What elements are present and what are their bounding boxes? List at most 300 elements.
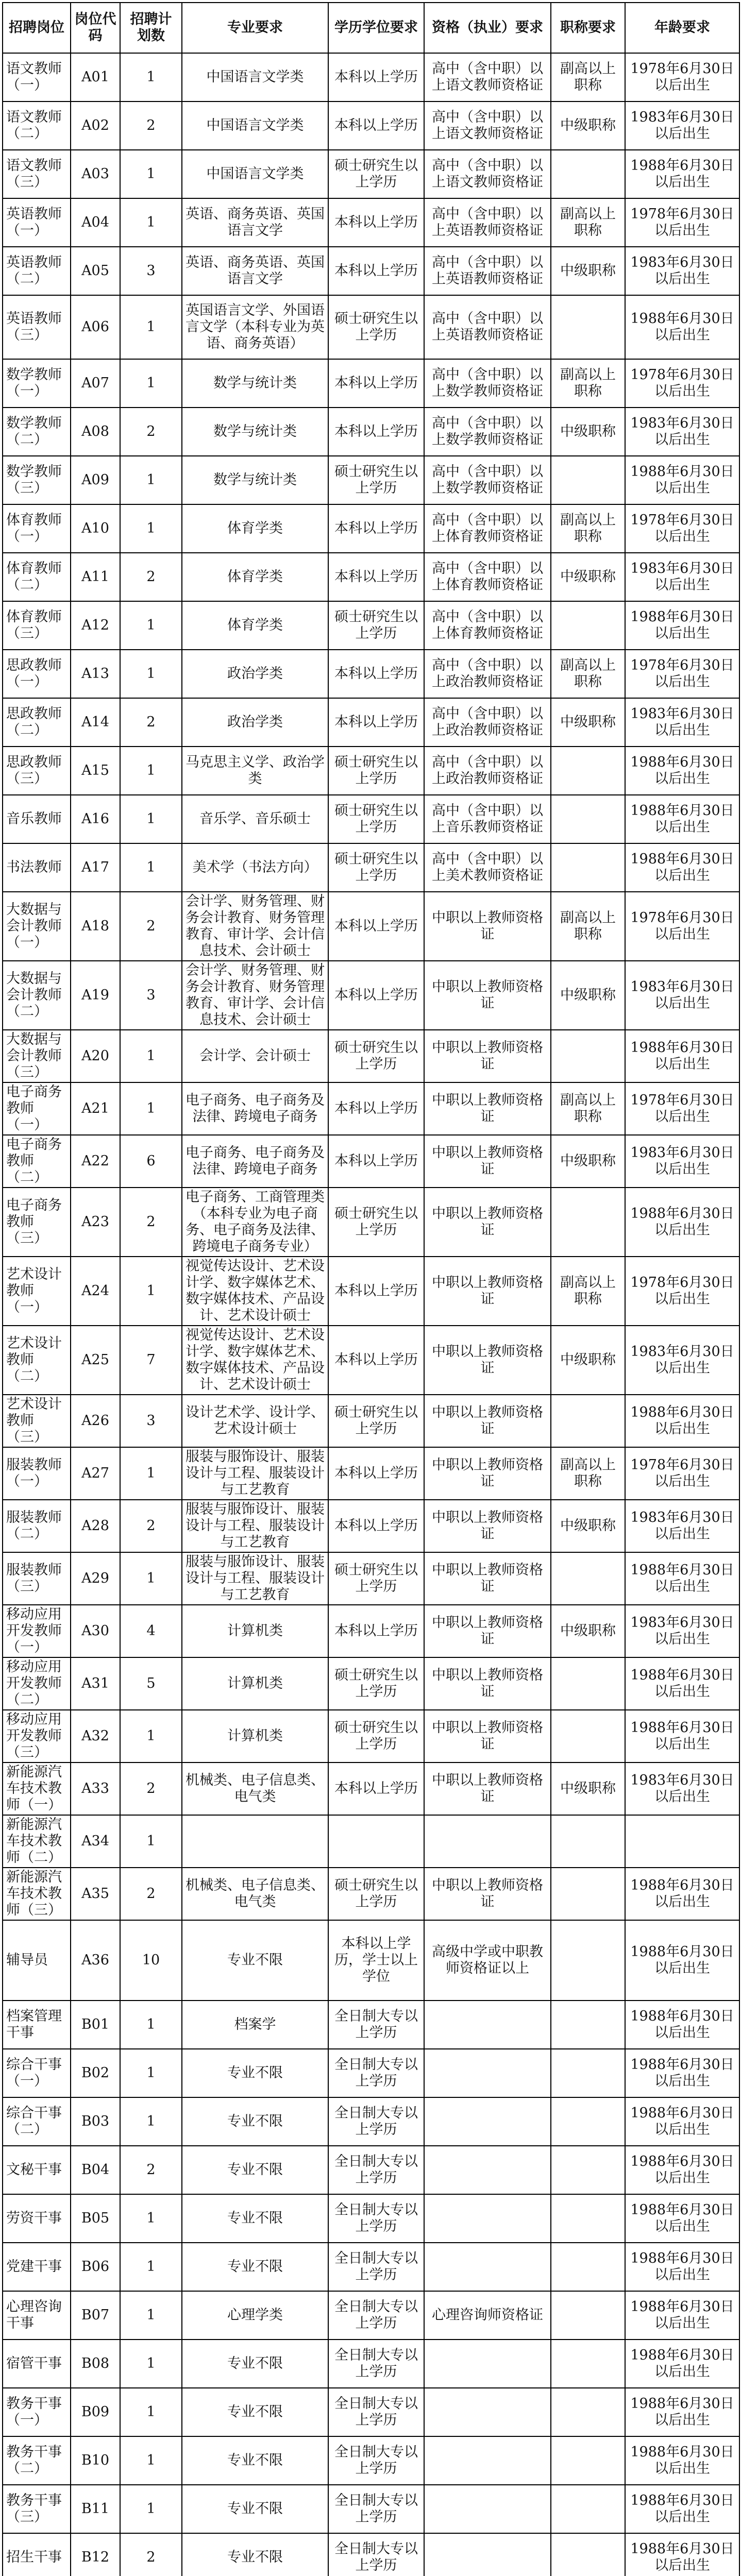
cell-num: 1: [120, 2340, 182, 2388]
cell-title: [551, 1657, 625, 1710]
header-qualification: 资格（执业）要求: [424, 3, 551, 53]
cell-title: [551, 2243, 625, 2291]
cell-age: 1988年6月30日以后出生: [625, 2533, 739, 2576]
cell-num: 1: [120, 1710, 182, 1762]
cell-post: 艺术设计教师（三）: [3, 1395, 71, 1447]
cell-major: 音乐学、音乐硕士: [182, 795, 328, 843]
cell-qual: 中职以上教师资格证: [424, 1135, 551, 1188]
cell-major: 美术学（书法方向）: [182, 843, 328, 892]
cell-age: 1978年6月30日以后出生: [625, 53, 739, 101]
cell-qual: [424, 2436, 551, 2485]
cell-code: A15: [71, 747, 120, 795]
table-row: [3, 1500, 739, 1552]
cell-code: A27: [71, 1447, 120, 1500]
cell-qual: 中职以上教师资格证: [424, 1257, 551, 1326]
cell-title: [551, 295, 625, 359]
cell-title: 中级职称: [551, 698, 625, 747]
table-header-row: [3, 3, 739, 53]
cell-title: 中级职称: [551, 1762, 625, 1815]
cell-num: 1: [120, 2049, 182, 2097]
cell-title: 中级职称: [551, 1326, 625, 1395]
cell-code: A13: [71, 650, 120, 698]
cell-major: 政治学类: [182, 650, 328, 698]
cell-title: [551, 2388, 625, 2436]
cell-major: 数学与统计类: [182, 408, 328, 456]
header-post: 招聘岗位: [3, 3, 71, 53]
cell-title: 副高以上职称: [551, 198, 625, 247]
cell-age: 1978年6月30日以后出生: [625, 1257, 739, 1326]
cell-age: 1988年6月30日以后出生: [625, 601, 739, 650]
cell-edu: 本科以上学历: [328, 408, 424, 456]
cell-major: 中国语言文学类: [182, 53, 328, 101]
cell-post: 综合干事（一）: [3, 2049, 71, 2097]
cell-age: 1988年6月30日以后出生: [625, 295, 739, 359]
table-row: [3, 961, 739, 1030]
cell-title: [551, 1710, 625, 1762]
cell-num: 5: [120, 1657, 182, 1710]
cell-num: 2: [120, 101, 182, 150]
header-plan-count: 招聘计划数: [120, 3, 182, 53]
cell-qual: 中职以上教师资格证: [424, 1326, 551, 1395]
cell-qual: 中职以上教师资格证: [424, 1552, 551, 1605]
cell-major: 专业不限: [182, 2485, 328, 2533]
cell-edu: 全日制大专以上学历: [328, 2194, 424, 2243]
cell-post: 电子商务教师（二）: [3, 1135, 71, 1188]
cell-edu: 本科以上学历，学士以上学位: [328, 1920, 424, 2001]
cell-title: 副高以上职称: [551, 892, 625, 961]
cell-post: 数学教师（三）: [3, 456, 71, 504]
cell-num: 2: [120, 1500, 182, 1552]
cell-edu: 硕士研究生以上学历: [328, 150, 424, 198]
cell-num: 7: [120, 1326, 182, 1395]
cell-code: A34: [71, 1815, 120, 1868]
cell-edu: 全日制大专以上学历: [328, 2533, 424, 2576]
cell-post: 思政教师（三）: [3, 747, 71, 795]
cell-title: 副高以上职称: [551, 53, 625, 101]
cell-major: 专业不限: [182, 2146, 328, 2194]
cell-major: 专业不限: [182, 2340, 328, 2388]
cell-major: 档案学: [182, 2001, 328, 2049]
cell-qual: [424, 2194, 551, 2243]
cell-post: 数学教师（一）: [3, 359, 71, 408]
cell-post: 体育教师（二）: [3, 553, 71, 601]
cell-num: 1: [120, 456, 182, 504]
cell-post: 移动应用开发教师（三）: [3, 1710, 71, 1762]
cell-post: 党建干事: [3, 2243, 71, 2291]
cell-post: 新能源汽车技术教师（三）: [3, 1868, 71, 1920]
cell-qual: 中职以上教师资格证: [424, 1657, 551, 1710]
cell-post: 艺术设计教师（一）: [3, 1257, 71, 1326]
cell-edu: 本科以上学历: [328, 359, 424, 408]
table-row: [3, 843, 739, 892]
cell-major: 英国语言文学、外国语言文学（本科专业为英语、商务英语）: [182, 295, 328, 359]
cell-edu: 全日制大专以上学历: [328, 2436, 424, 2485]
cell-code: B08: [71, 2340, 120, 2388]
cell-edu: 本科以上学历: [328, 892, 424, 961]
cell-edu: 硕士研究生以上学历: [328, 1030, 424, 1082]
cell-code: A32: [71, 1710, 120, 1762]
cell-num: 2: [120, 408, 182, 456]
cell-title: [551, 1030, 625, 1082]
cell-major: 机械类、电子信息类、电气类: [182, 1762, 328, 1815]
cell-title: [551, 1815, 625, 1868]
cell-post: 语文教师（一）: [3, 53, 71, 101]
cell-age: 1978年6月30日以后出生: [625, 359, 739, 408]
cell-qual: 高中（含中职）以上英语教师资格证: [424, 198, 551, 247]
cell-post: 电子商务教师（三）: [3, 1188, 71, 1257]
cell-code: A10: [71, 504, 120, 553]
cell-major: 数学与统计类: [182, 359, 328, 408]
cell-code: A09: [71, 456, 120, 504]
cell-edu: 本科以上学历: [328, 1326, 424, 1395]
table-row: [3, 295, 739, 359]
cell-num: 4: [120, 1605, 182, 1657]
cell-age: 1988年6月30日以后出生: [625, 795, 739, 843]
cell-major: 中国语言文学类: [182, 101, 328, 150]
cell-edu: 硕士研究生以上学历: [328, 1552, 424, 1605]
cell-major: 马克思主义学、政治学类: [182, 747, 328, 795]
cell-code: A11: [71, 553, 120, 601]
cell-major: 服装与服饰设计、服装设计与工程、服装设计与工艺教育: [182, 1500, 328, 1552]
header-title: 职称要求: [551, 3, 625, 53]
header-code: 岗位代码: [71, 3, 120, 53]
table-row: [3, 247, 739, 295]
cell-num: 2: [120, 2146, 182, 2194]
cell-post: 思政教师（一）: [3, 650, 71, 698]
cell-qual: 高中（含中职）以上音乐教师资格证: [424, 795, 551, 843]
cell-edu: 本科以上学历: [328, 504, 424, 553]
cell-edu: 硕士研究生以上学历: [328, 1395, 424, 1447]
cell-post: 教务干事（二）: [3, 2436, 71, 2485]
cell-title: [551, 2533, 625, 2576]
cell-title: [551, 2001, 625, 2049]
cell-major: 专业不限: [182, 1920, 328, 2001]
table-row: [3, 150, 739, 198]
cell-post: 书法教师: [3, 843, 71, 892]
cell-code: A21: [71, 1082, 120, 1135]
cell-num: 1: [120, 295, 182, 359]
table-row: [3, 504, 739, 553]
cell-edu: 本科以上学历: [328, 961, 424, 1030]
cell-post: 英语教师（二）: [3, 247, 71, 295]
cell-age: 1983年6月30日以后出生: [625, 1605, 739, 1657]
cell-post: 数学教师（二）: [3, 408, 71, 456]
cell-code: A19: [71, 961, 120, 1030]
cell-code: A04: [71, 198, 120, 247]
cell-title: [551, 1395, 625, 1447]
cell-num: 1: [120, 1082, 182, 1135]
cell-post: 移动应用开发教师（一）: [3, 1605, 71, 1657]
cell-num: 1: [120, 2291, 182, 2340]
cell-title: [551, 843, 625, 892]
cell-post: 档案管理干事: [3, 2001, 71, 2049]
table-row: [3, 2243, 739, 2291]
cell-age: 1988年6月30日以后出生: [625, 2340, 739, 2388]
cell-title: 中级职称: [551, 101, 625, 150]
cell-edu: 硕士研究生以上学历: [328, 747, 424, 795]
cell-qual: 高中（含中职）以上体育教师资格证: [424, 504, 551, 553]
cell-age: 1988年6月30日以后出生: [625, 1030, 739, 1082]
cell-edu: 硕士研究生以上学历: [328, 1710, 424, 1762]
cell-qual: 高中（含中职）以上美术教师资格证: [424, 843, 551, 892]
cell-title: 副高以上职称: [551, 1082, 625, 1135]
table-row: [3, 2291, 739, 2340]
cell-edu: 全日制大专以上学历: [328, 2146, 424, 2194]
cell-code: A03: [71, 150, 120, 198]
table-row: [3, 2146, 739, 2194]
table-row: [3, 2533, 739, 2576]
table-row: [3, 1257, 739, 1326]
cell-qual: [424, 2533, 551, 2576]
cell-post: 宿管干事: [3, 2340, 71, 2388]
cell-major: 专业不限: [182, 2097, 328, 2146]
cell-num: 2: [120, 553, 182, 601]
cell-post: 移动应用开发教师（二）: [3, 1657, 71, 1710]
table-row: [3, 1082, 739, 1135]
cell-age: 1983年6月30日以后出生: [625, 1326, 739, 1395]
cell-edu: 全日制大专以上学历: [328, 2291, 424, 2340]
cell-age: 1988年6月30日以后出生: [625, 2049, 739, 2097]
cell-code: A31: [71, 1657, 120, 1710]
cell-qual: 高中（含中职）以上语文教师资格证: [424, 101, 551, 150]
cell-title: [551, 150, 625, 198]
table-body: [3, 53, 739, 2576]
cell-age: 1988年6月30日以后出生: [625, 2001, 739, 2049]
cell-title: [551, 747, 625, 795]
cell-major: 计算机类: [182, 1710, 328, 1762]
cell-age: 1988年6月30日以后出生: [625, 1920, 739, 2001]
cell-major: 数学与统计类: [182, 456, 328, 504]
cell-qual: 高中（含中职）以上体育教师资格证: [424, 601, 551, 650]
cell-major: 电子商务、电子商务及法律、跨境电子商务: [182, 1082, 328, 1135]
table-row: [3, 198, 739, 247]
cell-major: 计算机类: [182, 1657, 328, 1710]
table-row: [3, 1395, 739, 1447]
cell-title: [551, 1920, 625, 2001]
cell-qual: 中职以上教师资格证: [424, 1082, 551, 1135]
cell-major: 中国语言文学类: [182, 150, 328, 198]
cell-qual: 高中（含中职）以上政治教师资格证: [424, 698, 551, 747]
cell-major: 政治学类: [182, 698, 328, 747]
cell-code: B01: [71, 2001, 120, 2049]
cell-major: 视觉传达设计、艺术设计学、数字媒体艺术、数字媒体技术、产品设计、艺术设计硕士: [182, 1326, 328, 1395]
cell-title: [551, 2194, 625, 2243]
cell-title: 中级职称: [551, 553, 625, 601]
cell-num: 1: [120, 1815, 182, 1868]
cell-num: 10: [120, 1920, 182, 2001]
table-row: [3, 1188, 739, 1257]
cell-title: [551, 2146, 625, 2194]
cell-num: 1: [120, 198, 182, 247]
cell-qual: [424, 1815, 551, 1868]
cell-title: 中级职称: [551, 408, 625, 456]
cell-major: 专业不限: [182, 2436, 328, 2485]
cell-edu: 本科以上学历: [328, 101, 424, 150]
cell-major: 专业不限: [182, 2533, 328, 2576]
cell-age: 1988年6月30日以后出生: [625, 2436, 739, 2485]
cell-qual: 高中（含中职）以上数学教师资格证: [424, 408, 551, 456]
table-row: [3, 1326, 739, 1395]
cell-num: 1: [120, 2485, 182, 2533]
cell-code: A17: [71, 843, 120, 892]
cell-title: 副高以上职称: [551, 504, 625, 553]
table-row: [3, 2001, 739, 2049]
cell-num: 2: [120, 892, 182, 961]
cell-title: 中级职称: [551, 247, 625, 295]
table-row: [3, 1868, 739, 1920]
table-row: [3, 359, 739, 408]
cell-code: B10: [71, 2436, 120, 2485]
cell-code: A36: [71, 1920, 120, 2001]
cell-title: [551, 1188, 625, 1257]
cell-num: 1: [120, 2194, 182, 2243]
cell-qual: 高中（含中职）以上语文教师资格证: [424, 53, 551, 101]
table-row: [3, 2485, 739, 2533]
cell-major: 英语、商务英语、英国语言文学: [182, 198, 328, 247]
cell-code: B07: [71, 2291, 120, 2340]
table-row: [3, 2388, 739, 2436]
cell-code: A12: [71, 601, 120, 650]
cell-code: A26: [71, 1395, 120, 1447]
cell-age: 1983年6月30日以后出生: [625, 101, 739, 150]
cell-age: 1978年6月30日以后出生: [625, 650, 739, 698]
cell-edu: 本科以上学历: [328, 53, 424, 101]
cell-code: B09: [71, 2388, 120, 2436]
cell-num: 1: [120, 1257, 182, 1326]
cell-post: 语文教师（三）: [3, 150, 71, 198]
cell-code: A22: [71, 1135, 120, 1188]
cell-major: 专业不限: [182, 2049, 328, 2097]
cell-age: 1988年6月30日以后出生: [625, 1657, 739, 1710]
cell-title: 中级职称: [551, 1135, 625, 1188]
cell-qual: [424, 2243, 551, 2291]
cell-major: 专业不限: [182, 2243, 328, 2291]
table-row: [3, 1920, 739, 2001]
cell-qual: 中职以上教师资格证: [424, 1188, 551, 1257]
cell-age: 1988年6月30日以后出生: [625, 747, 739, 795]
cell-post: 心理咨询干事: [3, 2291, 71, 2340]
cell-edu: 全日制大专以上学历: [328, 2485, 424, 2533]
cell-num: 1: [120, 2436, 182, 2485]
cell-edu: 全日制大专以上学历: [328, 2049, 424, 2097]
cell-code: A08: [71, 408, 120, 456]
cell-title: [551, 601, 625, 650]
cell-age: 1978年6月30日以后出生: [625, 504, 739, 553]
header-major: 专业要求: [182, 3, 328, 53]
cell-age: 1988年6月30日以后出生: [625, 2291, 739, 2340]
cell-num: 1: [120, 53, 182, 101]
table-row: [3, 553, 739, 601]
cell-edu: 全日制大专以上学历: [328, 2001, 424, 2049]
cell-age: 1988年6月30日以后出生: [625, 1395, 739, 1447]
cell-post: 教务干事（三）: [3, 2485, 71, 2533]
cell-qual: 中职以上教师资格证: [424, 1500, 551, 1552]
cell-post: 大数据与会计教师（二）: [3, 961, 71, 1030]
cell-age: 1983年6月30日以后出生: [625, 1500, 739, 1552]
cell-age: 1983年6月30日以后出生: [625, 408, 739, 456]
table-row: [3, 650, 739, 698]
cell-edu: 本科以上学历: [328, 1257, 424, 1326]
cell-code: A28: [71, 1500, 120, 1552]
cell-edu: 硕士研究生以上学历: [328, 1868, 424, 1920]
cell-edu: 本科以上学历: [328, 650, 424, 698]
cell-qual: 中职以上教师资格证: [424, 1868, 551, 1920]
cell-post: 艺术设计教师（二）: [3, 1326, 71, 1395]
cell-num: 1: [120, 2243, 182, 2291]
cell-age: 1978年6月30日以后出生: [625, 1082, 739, 1135]
cell-code: A30: [71, 1605, 120, 1657]
cell-edu: 全日制大专以上学历: [328, 2097, 424, 2146]
cell-post: 新能源汽车技术教师（二）: [3, 1815, 71, 1868]
table-row: [3, 1447, 739, 1500]
cell-code: A29: [71, 1552, 120, 1605]
cell-post: 体育教师（三）: [3, 601, 71, 650]
cell-code: B11: [71, 2485, 120, 2533]
cell-code: A24: [71, 1257, 120, 1326]
cell-code: A02: [71, 101, 120, 150]
cell-edu: 本科以上学历: [328, 1082, 424, 1135]
cell-num: 2: [120, 1762, 182, 1815]
cell-qual: [424, 2388, 551, 2436]
table-row: [3, 2194, 739, 2243]
cell-title: 副高以上职称: [551, 1257, 625, 1326]
cell-major: 专业不限: [182, 2388, 328, 2436]
cell-num: 1: [120, 359, 182, 408]
cell-age: 1988年6月30日以后出生: [625, 1710, 739, 1762]
cell-age: 1983年6月30日以后出生: [625, 961, 739, 1030]
cell-post: 语文教师（二）: [3, 101, 71, 150]
cell-num: 1: [120, 843, 182, 892]
cell-qual: 中职以上教师资格证: [424, 961, 551, 1030]
cell-age: 1978年6月30日以后出生: [625, 892, 739, 961]
cell-title: [551, 2291, 625, 2340]
cell-post: 服装教师（一）: [3, 1447, 71, 1500]
cell-num: 1: [120, 504, 182, 553]
table-row: [3, 2097, 739, 2146]
cell-major: 计算机类: [182, 1605, 328, 1657]
cell-post: 英语教师（一）: [3, 198, 71, 247]
cell-code: A25: [71, 1326, 120, 1395]
cell-title: 中级职称: [551, 1605, 625, 1657]
cell-num: 1: [120, 747, 182, 795]
cell-age: [625, 1815, 739, 1868]
cell-post: 音乐教师: [3, 795, 71, 843]
cell-qual: 中职以上教师资格证: [424, 1395, 551, 1447]
cell-edu: 本科以上学历: [328, 1605, 424, 1657]
cell-qual: [424, 2340, 551, 2388]
cell-code: A20: [71, 1030, 120, 1082]
cell-major: 电子商务、电子商务及法律、跨境电子商务: [182, 1135, 328, 1188]
table-row: [3, 1135, 739, 1188]
cell-title: [551, 2340, 625, 2388]
cell-age: 1988年6月30日以后出生: [625, 2146, 739, 2194]
cell-post: 大数据与会计教师（一）: [3, 892, 71, 961]
cell-edu: 全日制大专以上学历: [328, 2340, 424, 2388]
table-row: [3, 2436, 739, 2485]
cell-major: 电子商务、工商管理类（本科专业为电子商务、电子商务及法律、跨境电子商务专业）: [182, 1188, 328, 1257]
cell-post: 招生干事: [3, 2533, 71, 2576]
cell-edu: 硕士研究生以上学历: [328, 1188, 424, 1257]
cell-qual: 高中（含中职）以上语文教师资格证: [424, 150, 551, 198]
cell-edu: 硕士研究生以上学历: [328, 795, 424, 843]
cell-num: 2: [120, 1868, 182, 1920]
table-row: [3, 2049, 739, 2097]
cell-title: [551, 2485, 625, 2533]
cell-age: 1988年6月30日以后出生: [625, 2097, 739, 2146]
cell-qual: [424, 2049, 551, 2097]
cell-age: 1988年6月30日以后出生: [625, 456, 739, 504]
cell-post: 教务干事（一）: [3, 2388, 71, 2436]
